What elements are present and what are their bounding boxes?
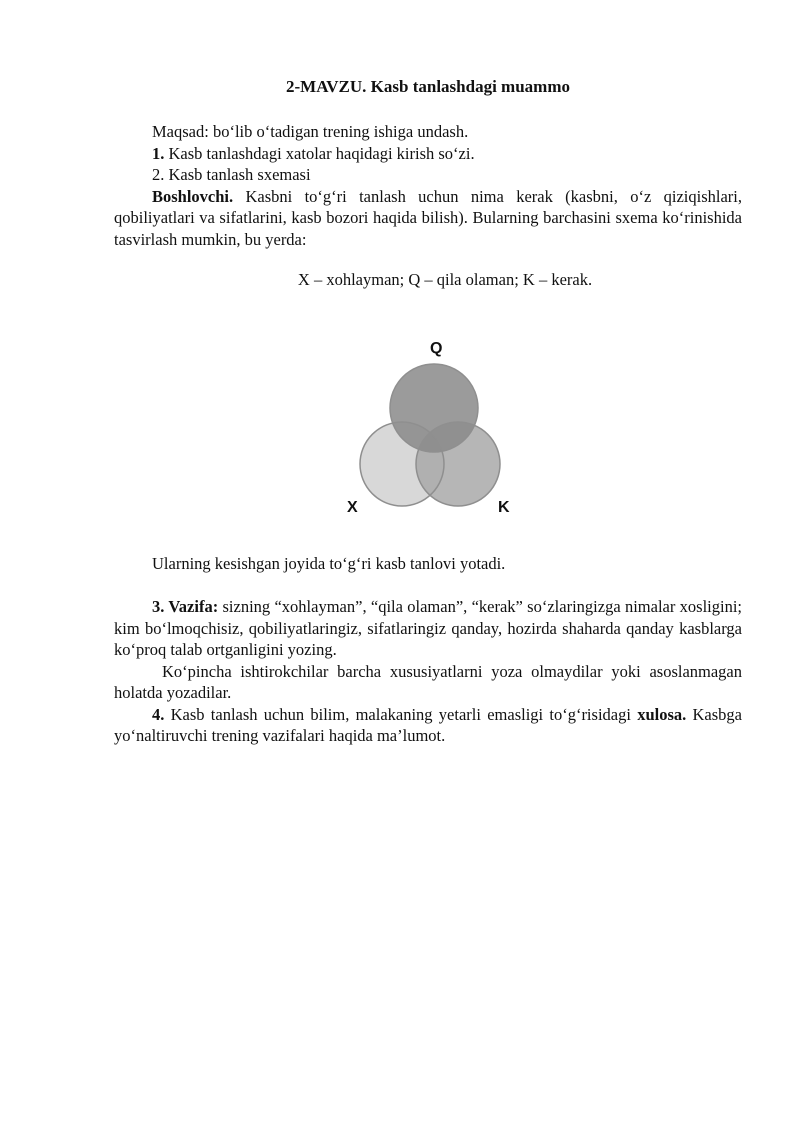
task-4-bold-word: xulosa. (637, 704, 687, 724)
task-3-paragraph (114, 596, 742, 661)
item-1 (114, 143, 742, 165)
host-label: Boshlovchi. (152, 186, 234, 206)
task-4-paragraph (114, 704, 742, 747)
item-1-text: Kasb tanlashdagi xatolar haqidagi kirish so‘zi. (164, 143, 475, 163)
goal-line: Maqsad: bo‘lib o‘tadigan trening ishiga undash. (152, 122, 469, 141)
legend-formula: X – xohlayman; Q – qila olaman; K – kerak. (297, 270, 593, 289)
task-section (114, 596, 742, 747)
host-text: Kasbni to‘g‘ri tanlash uchun nima kerak (kasbni, o‘z qiziqishlari, qobiliyatlari va sifatlarini, kasb bozori haqida bilish). Bularning barchasini sxema ko‘rinishida tasvirlash mumkin, bu yerda: (114, 186, 742, 249)
host-paragraph (114, 186, 742, 251)
venn-label-q: Q (430, 340, 443, 357)
intersection-note: Ularning kesishgan joyida to‘g‘ri kasb tanlovi yotadi. (152, 554, 506, 573)
task-4-text-2: Kasbga yo‘naltiruvchi trening vazifalari haqida ma’lumot. (114, 704, 742, 745)
task-3-note: Ko‘pincha ishtirokchilar barcha xususiyatlarni yoza olmaydilar yoki asoslanmagan holatda yozadilar. (114, 661, 742, 702)
intersection-section (114, 553, 742, 575)
task-3-label: 3. Vazifa: (152, 597, 219, 616)
intro-section (114, 121, 742, 250)
item-2: 2. Kasb tanlash sxemasi (152, 165, 311, 184)
venn-label-x: X (347, 499, 358, 516)
item-1-number: 1. (152, 143, 165, 163)
page-title: 2-MAVZU. Kasb tanlashdagi muammo (285, 77, 570, 96)
venn-label-k: K (498, 499, 510, 516)
task-4-text: Kasb tanlash uchun bilim, malakaning yetarli emasligi to‘g‘risidagi (164, 704, 638, 724)
task-3-text: sizning “xohlayman”, “qila olaman”, “kerak” so‘zlaringizga nimalar xosligini; kim bo‘lmoqchisiz, qobiliyatlaringiz, sifatlaringiz qanday, hozirda shaharda qanday kasblarga ko‘proq talab ortganligini yozing. (114, 597, 742, 659)
task-4-label: 4. (152, 704, 165, 724)
venn-diagram (330, 330, 530, 520)
